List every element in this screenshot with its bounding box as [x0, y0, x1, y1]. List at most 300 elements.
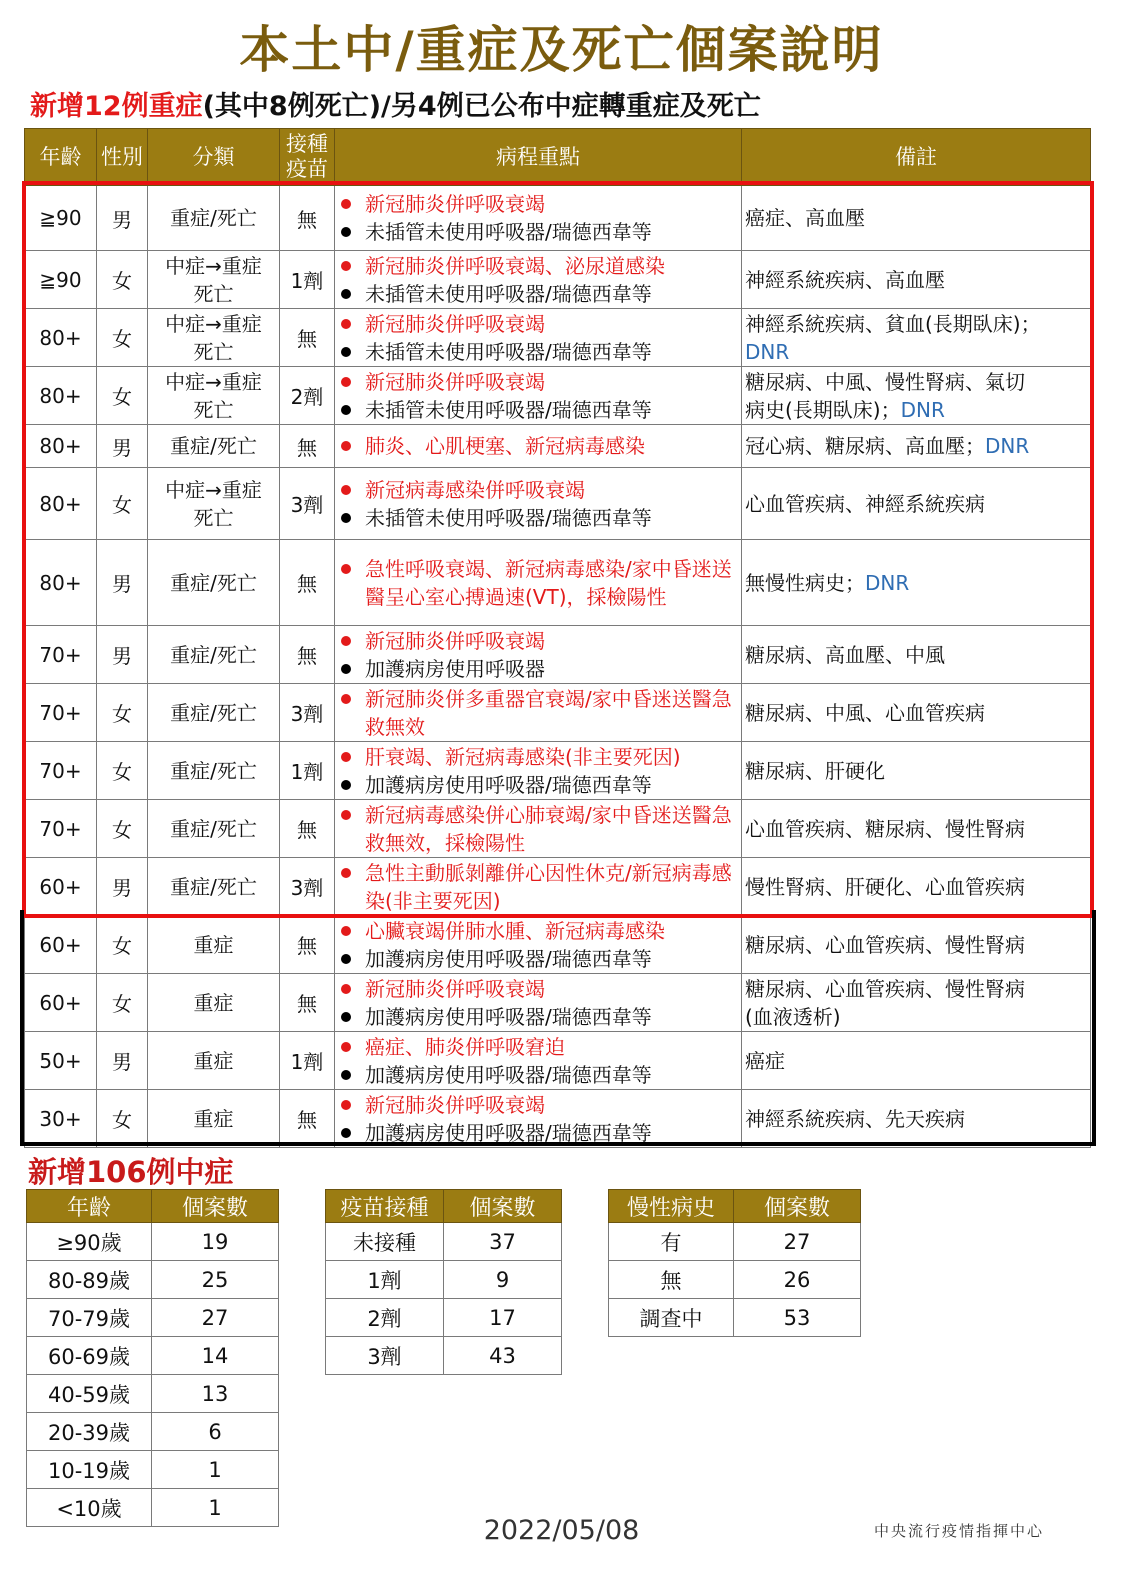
category-line: 重症	[193, 1048, 234, 1073]
course-item	[341, 218, 741, 246]
cell-age: 70+	[25, 800, 97, 858]
course-item	[341, 280, 741, 308]
course-item	[341, 801, 741, 857]
course-item	[341, 252, 741, 280]
category-line: 重症/死亡	[170, 816, 257, 841]
cell-category	[148, 367, 280, 425]
note-line	[745, 757, 1090, 785]
vaccine-table-header-count: 個案數	[444, 1190, 562, 1223]
note-text: 癌症、高血壓	[745, 206, 865, 230]
course-item	[341, 338, 741, 366]
cell-sex: 女	[97, 742, 148, 800]
black-bullet-icon	[341, 227, 351, 237]
header-category: 分類	[148, 129, 280, 186]
table-row	[25, 858, 1091, 916]
row-count: 43	[444, 1337, 562, 1375]
cell-course	[335, 800, 742, 858]
cell-vaccine: 1劑	[280, 742, 335, 800]
course-item	[341, 1119, 741, 1147]
course-item	[341, 627, 741, 655]
cell-course	[335, 742, 742, 800]
course-item	[341, 1033, 741, 1061]
note-text: 冠心病、糖尿病、高血壓；	[745, 434, 985, 458]
cell-vaccine: 無	[280, 626, 335, 684]
age-row	[27, 1413, 279, 1451]
black-bullet-icon	[341, 289, 351, 299]
category-line: 中症→重症	[165, 369, 262, 394]
cell-vaccine: 無	[280, 916, 335, 974]
header-note: 備註	[742, 129, 1091, 186]
table-row	[25, 916, 1091, 974]
red-bullet-icon	[341, 926, 351, 936]
cell-age: 70+	[25, 626, 97, 684]
course-text: 加護病房使用呼吸器/瑞德西韋等	[365, 1004, 652, 1029]
cell-sex: 男	[97, 858, 148, 916]
course-text: 心臟衰竭併肺水腫、新冠病毒感染	[365, 918, 665, 943]
course-item	[341, 1091, 741, 1119]
black-bullet-icon	[341, 954, 351, 964]
chronic-table-header-history: 慢性病史	[609, 1190, 734, 1223]
age-row	[27, 1223, 279, 1261]
cell-vaccine: 無	[280, 800, 335, 858]
table-row	[25, 468, 1091, 540]
category-line: 死亡	[193, 339, 234, 364]
cell-note	[742, 309, 1091, 367]
category-line: 重症	[193, 1106, 234, 1131]
note-text: 神經系統疾病、貧血(長期臥床)；	[745, 311, 1041, 336]
category-line: 重症/死亡	[170, 642, 257, 667]
note-text: 病史(長期臥床)；	[745, 397, 901, 422]
course-item	[341, 504, 741, 532]
cell-sex: 女	[97, 367, 148, 425]
note-line	[745, 699, 1090, 727]
table-row	[25, 684, 1091, 742]
cell-category	[148, 1090, 280, 1148]
note-text: 糖尿病、肝硬化	[745, 758, 885, 783]
category-line: 重症/死亡	[170, 700, 257, 725]
row-label: 有	[609, 1223, 734, 1261]
course-text: 未插管未使用呼吸器/瑞德西韋等	[365, 397, 652, 422]
cell-category	[148, 309, 280, 367]
cell-vaccine: 無	[280, 186, 335, 251]
chronic-row	[609, 1261, 861, 1299]
course-text: 新冠肺炎併多重器官衰竭/家中昏迷送醫急救無效	[365, 686, 732, 739]
cell-sex: 女	[97, 309, 148, 367]
row-label: 80-89歲	[27, 1261, 152, 1299]
red-bullet-icon	[341, 377, 351, 387]
cell-course	[335, 540, 742, 626]
cell-category	[148, 468, 280, 540]
dnr-label: DNR	[900, 397, 945, 422]
black-bullet-icon	[341, 780, 351, 790]
cell-category	[148, 186, 280, 251]
course-item	[341, 476, 741, 504]
course-item	[341, 859, 741, 915]
course-text: 急性主動脈剝離併心因性休克/新冠病毒感染(非主要死因)	[365, 860, 732, 913]
course-text: 加護病房使用呼吸器/瑞德西韋等	[365, 946, 652, 971]
black-bullet-icon	[341, 1012, 351, 1022]
row-count: 53	[734, 1299, 861, 1337]
cell-vaccine: 無	[280, 974, 335, 1032]
note-text: 心血管疾病、神經系統疾病	[745, 491, 985, 516]
cell-sex: 女	[97, 916, 148, 974]
course-item	[341, 432, 741, 460]
row-label: 3劑	[326, 1337, 444, 1375]
note-text: 糖尿病、高血壓、中風	[745, 642, 945, 667]
red-bullet-icon	[341, 694, 351, 704]
chronic-row	[609, 1299, 861, 1337]
cell-course	[335, 251, 742, 309]
category-line: 重症/死亡	[170, 570, 257, 595]
cell-note	[742, 916, 1091, 974]
red-bullet-icon	[341, 636, 351, 646]
note-line	[745, 931, 1090, 959]
red-bullet-icon	[341, 319, 351, 329]
subtitle-rest: (其中8例死亡)/另4例已公布中症轉重症及死亡	[202, 91, 761, 122]
red-bullet-icon	[341, 1100, 351, 1110]
row-count: 25	[152, 1261, 279, 1299]
table-row	[25, 742, 1091, 800]
row-label: <10歲	[27, 1489, 152, 1527]
cell-vaccine: 無	[280, 425, 335, 468]
cell-note	[742, 800, 1091, 858]
category-line: 死亡	[193, 505, 234, 530]
row-count: 6	[152, 1413, 279, 1451]
course-item	[341, 190, 741, 218]
note-line	[745, 490, 1090, 518]
course-item	[341, 555, 741, 611]
cell-sex: 男	[97, 1032, 148, 1090]
vaccine-table-body	[326, 1223, 562, 1375]
cell-category	[148, 251, 280, 309]
cell-vaccine: 1劑	[280, 251, 335, 309]
row-count: 14	[152, 1337, 279, 1375]
cell-category	[148, 916, 280, 974]
course-text: 新冠病毒感染併心肺衰竭/家中昏迷送醫急救無效，採檢陽性	[365, 802, 732, 855]
black-bullet-icon	[341, 405, 351, 415]
cell-vaccine: 3劑	[280, 858, 335, 916]
note-line	[745, 310, 1090, 338]
cell-sex: 男	[97, 186, 148, 251]
course-text: 急性呼吸衰竭、新冠病毒感染/家中昏迷送醫呈心室心搏過速(VT)，採檢陽性	[365, 556, 732, 609]
cell-course	[335, 1032, 742, 1090]
vaccine-row	[326, 1299, 562, 1337]
row-count: 27	[734, 1223, 861, 1261]
page-subtitle	[30, 84, 761, 123]
cell-category	[148, 1032, 280, 1090]
cell-course	[335, 367, 742, 425]
course-text: 新冠肺炎併呼吸衰竭	[365, 369, 545, 394]
table-header-row	[25, 129, 1091, 186]
cell-category	[148, 684, 280, 742]
course-text: 加護病房使用呼吸器/瑞德西韋等	[365, 1062, 652, 1087]
row-count: 27	[152, 1299, 279, 1337]
row-label: 1劑	[326, 1261, 444, 1299]
course-text: 加護病房使用呼吸器/瑞德西韋等	[365, 1120, 652, 1145]
cell-category	[148, 626, 280, 684]
black-bullet-icon	[341, 513, 351, 523]
age-table-header-count: 個案數	[152, 1190, 279, 1223]
note-line	[745, 1047, 1090, 1075]
vaccine-row	[326, 1223, 562, 1261]
note-text: (血液透析)	[745, 1004, 841, 1029]
category-line: 中症→重症	[165, 311, 262, 336]
red-bullet-icon	[341, 868, 351, 878]
report-date: 2022/05/08	[483, 1515, 640, 1546]
row-label: 40-59歲	[27, 1375, 152, 1413]
course-item	[341, 396, 741, 424]
note-text: 糖尿病、中風、慢性腎病、氣切	[745, 369, 1025, 394]
row-count: 17	[444, 1299, 562, 1337]
note-line	[745, 569, 1090, 597]
note-line	[745, 873, 1090, 901]
course-text: 新冠病毒感染併呼吸衰竭	[365, 477, 585, 502]
black-bullet-icon	[341, 1128, 351, 1138]
row-count: 1	[152, 1489, 279, 1527]
cell-age: 80+	[25, 309, 97, 367]
red-bullet-icon	[341, 199, 351, 209]
cell-age: 60+	[25, 974, 97, 1032]
table-row	[25, 309, 1091, 367]
cell-note	[742, 540, 1091, 626]
note-line	[745, 338, 1090, 366]
cell-note	[742, 1090, 1091, 1148]
cell-age: 80+	[25, 540, 97, 626]
cell-note	[742, 367, 1091, 425]
category-line: 重症	[193, 990, 234, 1015]
red-bullet-icon	[341, 485, 351, 495]
note-text: 神經系統疾病、高血壓	[745, 267, 945, 292]
cell-vaccine: 2劑	[280, 367, 335, 425]
red-bullet-icon	[341, 984, 351, 994]
note-line	[745, 641, 1090, 669]
chronic-row	[609, 1223, 861, 1261]
row-label: 10-19歲	[27, 1451, 152, 1489]
chronic-table	[608, 1189, 861, 1337]
cell-age: ≧90	[25, 186, 97, 251]
course-item	[341, 655, 741, 683]
red-bullet-icon	[341, 752, 351, 762]
cell-course	[335, 1090, 742, 1148]
cell-age: 30+	[25, 1090, 97, 1148]
age-row	[27, 1451, 279, 1489]
category-line: 死亡	[193, 281, 234, 306]
cell-category	[148, 742, 280, 800]
red-bullet-icon	[341, 441, 351, 451]
cell-course	[335, 974, 742, 1032]
table-body	[25, 186, 1091, 1148]
cell-category	[148, 974, 280, 1032]
age-table	[26, 1189, 279, 1527]
age-row	[27, 1375, 279, 1413]
cell-sex: 女	[97, 684, 148, 742]
cell-age: 70+	[25, 684, 97, 742]
table-row	[25, 186, 1091, 251]
course-item	[341, 975, 741, 1003]
dnr-label: DNR	[745, 339, 790, 364]
note-text: 心血管疾病、糖尿病、慢性腎病	[745, 816, 1025, 841]
vaccine-row	[326, 1337, 562, 1375]
course-text: 新冠肺炎併呼吸衰竭	[365, 311, 545, 336]
row-label: 60-69歲	[27, 1337, 152, 1375]
note-line	[745, 266, 1090, 294]
cell-sex: 女	[97, 1090, 148, 1148]
cell-category	[148, 540, 280, 626]
cell-category	[148, 425, 280, 468]
cell-vaccine: 1劑	[280, 1032, 335, 1090]
cell-age: 70+	[25, 742, 97, 800]
note-text: 慢性腎病、肝硬化、心血管疾病	[745, 874, 1025, 899]
cell-note	[742, 858, 1091, 916]
note-line	[745, 396, 1090, 424]
cell-course	[335, 425, 742, 468]
course-text: 新冠肺炎併呼吸衰竭、泌尿道感染	[365, 253, 665, 278]
row-label: 2劑	[326, 1299, 444, 1337]
cell-course	[335, 468, 742, 540]
dnr-label: DNR	[985, 434, 1030, 458]
category-line: 中症→重症	[165, 477, 262, 502]
note-text: 糖尿病、心血管疾病、慢性腎病	[745, 976, 1025, 1001]
cell-sex: 女	[97, 974, 148, 1032]
cell-age: 60+	[25, 858, 97, 916]
course-text: 新冠肺炎併呼吸衰竭	[365, 628, 545, 653]
age-table-body	[27, 1223, 279, 1527]
cell-note	[742, 186, 1091, 251]
row-label: 未接種	[326, 1223, 444, 1261]
note-line	[745, 975, 1090, 1003]
org-name: 中央流行疫情指揮中心	[874, 1522, 1045, 1540]
cell-note	[742, 251, 1091, 309]
cell-age: 80+	[25, 367, 97, 425]
course-item	[341, 310, 741, 338]
row-label: 20-39歲	[27, 1413, 152, 1451]
header-course: 病程重點	[335, 129, 742, 186]
course-text: 加護病房使用呼吸器	[365, 656, 545, 681]
cell-course	[335, 309, 742, 367]
cell-course	[335, 916, 742, 974]
course-item	[341, 1003, 741, 1031]
cell-vaccine: 無	[280, 540, 335, 626]
cell-vaccine: 無	[280, 1090, 335, 1148]
chronic-table-body	[609, 1223, 861, 1337]
row-label: 70-79歲	[27, 1299, 152, 1337]
row-count: 37	[444, 1223, 562, 1261]
cell-age: 60+	[25, 916, 97, 974]
course-text: 未插管未使用呼吸器/瑞德西韋等	[365, 339, 652, 364]
vaccine-row	[326, 1261, 562, 1299]
cell-course	[335, 684, 742, 742]
category-line: 重症	[193, 932, 234, 957]
cell-age: 50+	[25, 1032, 97, 1090]
course-text: 未插管未使用呼吸器/瑞德西韋等	[365, 281, 652, 306]
course-item	[341, 917, 741, 945]
row-label: 調查中	[609, 1299, 734, 1337]
note-line	[745, 432, 1090, 460]
course-text: 未插管未使用呼吸器/瑞德西韋等	[365, 505, 652, 530]
header-vaccine-label: 接種 疫苗	[286, 132, 328, 181]
category-line: 死亡	[193, 397, 234, 422]
cell-sex: 男	[97, 425, 148, 468]
row-label: 無	[609, 1261, 734, 1299]
age-row	[27, 1337, 279, 1375]
cell-note	[742, 684, 1091, 742]
severe-cases-table	[24, 128, 1091, 1148]
age-row	[27, 1299, 279, 1337]
table-row	[25, 974, 1091, 1032]
course-item	[341, 368, 741, 396]
table-row	[25, 626, 1091, 684]
row-count: 26	[734, 1261, 861, 1299]
table-row	[25, 1032, 1091, 1090]
cell-age: 80+	[25, 425, 97, 468]
red-bullet-icon	[341, 564, 351, 574]
note-text: 糖尿病、中風、心血管疾病	[745, 700, 985, 725]
cell-course	[335, 626, 742, 684]
moderate-section-title: 新增106例中症	[28, 1155, 234, 1189]
red-bullet-icon	[341, 810, 351, 820]
row-label: ≥90歲	[27, 1223, 152, 1261]
cell-sex: 女	[97, 251, 148, 309]
row-count: 1	[152, 1451, 279, 1489]
cell-course	[335, 858, 742, 916]
category-line: 重症/死亡	[170, 434, 257, 458]
row-count: 9	[444, 1261, 562, 1299]
cell-note	[742, 974, 1091, 1032]
course-text: 新冠肺炎併呼吸衰竭	[365, 1092, 545, 1117]
note-text: 癌症	[745, 1048, 785, 1073]
cell-course	[335, 186, 742, 251]
header-sex: 性別	[97, 129, 148, 186]
course-item	[341, 685, 741, 741]
black-bullet-icon	[341, 664, 351, 674]
category-line: 重症/死亡	[170, 758, 257, 783]
table-row	[25, 251, 1091, 309]
note-line	[745, 1003, 1090, 1031]
note-line	[745, 815, 1090, 843]
cell-age: ≧90	[25, 251, 97, 309]
black-bullet-icon	[341, 1070, 351, 1080]
chronic-table-header-count: 個案數	[734, 1190, 861, 1223]
note-text: 神經系統疾病、先天疾病	[745, 1106, 965, 1131]
note-line	[745, 204, 1090, 232]
vaccine-table	[325, 1189, 562, 1375]
course-item	[341, 945, 741, 973]
category-line: 重症/死亡	[170, 206, 257, 230]
cell-vaccine: 3劑	[280, 468, 335, 540]
red-bullet-icon	[341, 261, 351, 271]
black-bullet-icon	[341, 347, 351, 357]
course-text: 癌症、肺炎併呼吸窘迫	[365, 1034, 565, 1059]
category-line: 重症/死亡	[170, 874, 257, 899]
cell-vaccine: 3劑	[280, 684, 335, 742]
cell-note	[742, 468, 1091, 540]
course-text: 肺炎、心肌梗塞、新冠病毒感染	[365, 434, 645, 458]
cell-note	[742, 1032, 1091, 1090]
header-age: 年齡	[25, 129, 97, 186]
cell-category	[148, 800, 280, 858]
course-item	[341, 1061, 741, 1089]
table-row	[25, 540, 1091, 626]
table-row	[25, 800, 1091, 858]
note-line	[745, 1105, 1090, 1133]
cell-age: 80+	[25, 468, 97, 540]
cell-sex: 男	[97, 540, 148, 626]
subtitle-highlight: 新增12例重症	[30, 91, 203, 122]
note-text: 無慢性病史；	[745, 570, 865, 595]
cell-note	[742, 626, 1091, 684]
vaccine-table-header-dose: 疫苗接種	[326, 1190, 444, 1223]
table-row	[25, 367, 1091, 425]
